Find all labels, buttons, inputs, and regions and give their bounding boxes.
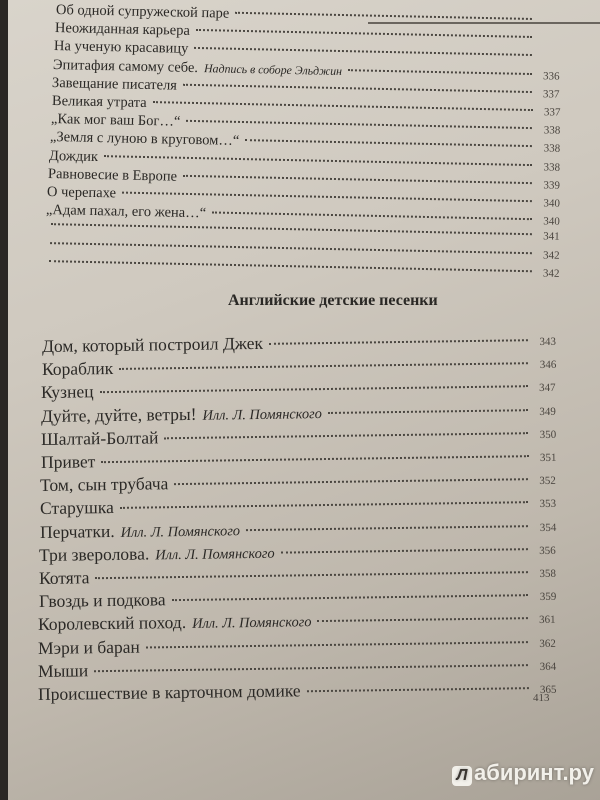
page-number: 339 (543, 179, 560, 192)
dot-leader (164, 432, 528, 439)
watermark (452, 760, 594, 786)
dot-leader (119, 362, 528, 370)
page-number: 347 (539, 382, 557, 395)
dot-leader (246, 525, 528, 531)
dot-leader (235, 12, 532, 20)
entry-title: Завещание писателя (52, 74, 178, 94)
page-number: 349 (539, 405, 557, 418)
entry-title: Старушка (39, 497, 114, 519)
page-number: 340 (543, 215, 560, 228)
entry-title: Дом, который построил Джек (41, 332, 264, 356)
page-number: 351 (539, 451, 557, 465)
page-number: 343 (539, 335, 557, 349)
dot-leader (328, 409, 528, 414)
dot-leader (101, 455, 528, 463)
dot-leader (120, 502, 528, 510)
dot-leader (104, 155, 532, 166)
entry-title: Том, сын трубача (40, 473, 169, 496)
page-number: 341 (543, 230, 560, 244)
entry-illustrator: Илл. Л. Помянского (192, 614, 312, 633)
entry-title: Равновесие в Европе (47, 165, 178, 185)
page-number: 346 (539, 359, 557, 372)
entry-title: Об одной супружеской паре (55, 2, 230, 22)
entry-illustrator: Илл. Л. Помянского (120, 522, 240, 541)
dot-leader (183, 175, 532, 184)
watermark-text: абиринт.ру (474, 760, 594, 785)
entry-title: Три зверолова. (39, 543, 150, 565)
page-number: 337 (543, 88, 560, 101)
entry-illustrator: Илл. Л. Помянского (202, 405, 323, 424)
entry-title: Мыши (37, 660, 89, 681)
entry-title: Гвоздь и подкова (38, 589, 166, 612)
dot-leader (95, 571, 528, 579)
dot-leader (171, 594, 528, 601)
dot-leader (281, 548, 528, 553)
watermark-logo-icon: Л (452, 766, 472, 786)
toc-entry (37, 677, 556, 705)
entry-title: „Как мог ваш Бог…“ (50, 111, 181, 130)
page-number: 337 (543, 106, 561, 119)
dot-leader (348, 69, 532, 75)
entry-title: Королевский поход. (38, 612, 187, 635)
entry-illustrator: Илл. Л. Помянского (155, 545, 276, 564)
dot-leader (269, 339, 528, 345)
page-number: 338 (543, 124, 560, 137)
page-number: 350 (539, 428, 557, 441)
page-number: 342 (543, 249, 560, 262)
page-number: 364 (539, 660, 557, 673)
table-of-contents (8, 0, 600, 800)
entry-title: Шалтай-Болтай (40, 427, 159, 449)
dot-leader (49, 260, 532, 272)
entry-title: Мэри и баран (37, 636, 141, 658)
dot-leader (100, 386, 528, 394)
page-number: 361 (539, 614, 557, 627)
dot-leader (195, 47, 532, 56)
dot-leader (152, 101, 532, 111)
dot-leader (122, 192, 532, 203)
page-number: 356 (539, 544, 557, 557)
dot-leader (183, 84, 532, 93)
entry-title: Неожиданная карьера (54, 20, 191, 40)
page-number: 354 (539, 521, 557, 534)
section-title: Английские детские песенки (228, 292, 438, 309)
entry-illustrator: Надпись в соборе Эльджин (204, 60, 343, 78)
page-number: 359 (539, 590, 557, 604)
entry-title: Происшествие в карточном домике (37, 680, 301, 704)
page-number: 352 (539, 474, 557, 488)
entry-title: Эпитафия самому себе. (53, 56, 199, 76)
entry-title: На ученую красавицу (54, 38, 189, 58)
dot-leader (306, 687, 528, 692)
page-number: 336 (543, 69, 560, 83)
dot-leader (186, 120, 532, 129)
page-number: 362 (539, 637, 557, 650)
entry-title: Кузнец (41, 381, 95, 403)
dot-leader (245, 139, 532, 147)
page-number: 353 (539, 498, 557, 511)
entry-title: О черепахе (46, 184, 117, 202)
entry-title: Котята (38, 567, 90, 588)
page-number: 365 (539, 683, 557, 696)
entry-title: Перчатки. (39, 520, 115, 542)
dot-leader (50, 242, 532, 254)
dot-leader (94, 664, 528, 672)
dot-leader (196, 29, 532, 38)
entry-title: Привет (40, 451, 95, 472)
entry-title: „Земля с луною в круговом…“ (49, 129, 240, 150)
stray-page-number: 413 (533, 692, 550, 704)
dot-leader (212, 212, 532, 221)
page-number: 340 (543, 197, 561, 210)
page-number: 338 (543, 160, 560, 174)
page-number: 342 (543, 267, 560, 280)
entry-title: Великая утрата (51, 93, 147, 111)
book-page (8, 0, 600, 800)
dot-leader (174, 478, 527, 485)
toc-entry (43, 257, 560, 280)
entry-title: Дождик (48, 147, 98, 165)
page-number: 338 (543, 142, 560, 156)
dot-leader (318, 618, 528, 623)
entry-title: Дуйте, дуйте, ветры! (40, 403, 197, 426)
page-number: 358 (539, 567, 557, 581)
dot-leader (146, 641, 528, 648)
entry-title: Кораблик (41, 358, 113, 380)
entry-title: „Адам пахал, его жена…“ (45, 202, 207, 222)
